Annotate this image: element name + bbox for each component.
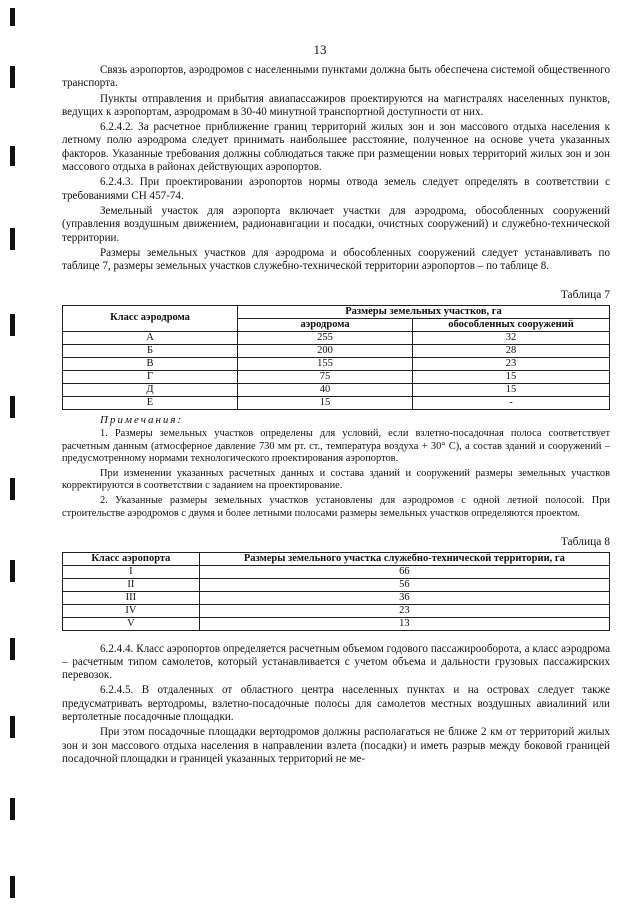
- table-row: [63, 331, 610, 344]
- table8-cell-size: 23: [199, 604, 609, 617]
- page-number: 13: [313, 42, 327, 57]
- table7-header-aerodrome: аэродрома: [238, 318, 413, 331]
- binder-mark: [10, 396, 15, 418]
- table8-cell-size: 66: [199, 565, 609, 578]
- binder-mark: [10, 66, 15, 88]
- table7-cell-class: Д: [63, 383, 238, 396]
- table8-cell-class: II: [63, 578, 200, 591]
- paragraph: Связь аэропортов, аэродромов с населенными пунктами должна быть обеспечена системой общественного транспорта.: [62, 64, 610, 90]
- table7-cell-aerodrome: 40: [238, 383, 413, 396]
- table-row: [63, 591, 610, 604]
- table7-cell-separate: -: [413, 396, 610, 409]
- table8-cell-class: III: [63, 591, 200, 604]
- table-row: [63, 617, 610, 630]
- binder-mark: [10, 146, 15, 166]
- paragraph: 6.2.4.2. За расчетное приближение границ территорий жилых зон и зон массового отдыха населения к летному полю аэродрома следует принимать наибольшее расстояние, полученное на основе учета указанных факторов. Указанные требования должны соблюдаться также при размещении новых территорий жилых зон и зон массового отдыха в районах действующих аэропортов.: [62, 121, 610, 174]
- table7-header-group: Размеры земельных участков, га: [238, 305, 610, 318]
- paragraph: Пункты отправления и прибытия авиапассажиров проектируются на магистралях населенных пунктов, ведущих к аэропортам, аэродромам в 30-40 минутной транспортной доступности от них.: [62, 92, 610, 118]
- table7-cell-class: В: [63, 357, 238, 370]
- table7-cell-aerodrome: 155: [238, 357, 413, 370]
- table7-cell-class: Е: [63, 396, 238, 409]
- table-row: [63, 383, 610, 396]
- paragraph: Размеры земельных участков для аэродрома и обособленных сооружений следует устанавливать по таблице 7, размеры земельных участков служебно-технической территории аэропортов – по таблице 8.: [62, 246, 610, 273]
- table-row: [63, 565, 610, 578]
- table7-notes: [62, 414, 610, 520]
- table7-cell-class: А: [63, 331, 238, 344]
- notes-heading: Примечания:: [100, 413, 184, 426]
- binder-mark: [10, 876, 15, 898]
- table7-cell-separate: 28: [413, 344, 610, 357]
- binder-mark: [10, 478, 15, 500]
- binder-mark: [10, 716, 15, 738]
- table-row: [63, 357, 610, 370]
- table8-cell-class: V: [63, 617, 200, 630]
- table7: [62, 305, 610, 410]
- table7-cell-separate: 32: [413, 331, 610, 344]
- table8-cell-class: IV: [63, 604, 200, 617]
- table7-cell-class: Г: [63, 370, 238, 383]
- table7-header-separate: обособленных сооружений: [413, 318, 610, 331]
- table8-cell-size: 36: [199, 591, 609, 604]
- document-body: [62, 64, 610, 766]
- table8-cell-size: 13: [199, 617, 609, 630]
- table8-caption: Таблица 8: [560, 536, 610, 549]
- note-item: 2. Указанные размеры земельных участков установлены для аэродромов с одной летной полосой. При строительстве аэродромов с двумя и более летными полосами размеры земельных участков определяются проектом.: [62, 495, 610, 519]
- table7-cell-aerodrome: 200: [238, 344, 413, 357]
- paragraph: 6.2.4.3. При проектировании аэропортов нормы отвода земель следует определять в соответствии с требованиями СН 457-74.: [62, 176, 610, 202]
- table7-cell-separate: 23: [413, 357, 610, 370]
- binder-mark: [10, 638, 15, 660]
- table-row: [63, 344, 610, 357]
- binder-mark: [10, 314, 15, 336]
- table-row: [63, 578, 610, 591]
- table8-header-size: Размеры земельного участка служебно-технической территории, га: [199, 552, 609, 565]
- binder-mark: [10, 228, 15, 250]
- table7-cell-aerodrome: 15: [238, 396, 413, 409]
- binder-mark: [10, 8, 15, 26]
- binder-mark: [10, 560, 15, 582]
- table8-cell-size: 56: [199, 578, 609, 591]
- note-item: 1. Размеры земельных участков определены для условий, если взлетно-посадочная полоса соответствует расчетным данным (атмосферное давление 730 мм рт. ст., температура воздуха + 30° С), а состав зданий и сооружений – предусмотренному нормами технологического проектирования аэропортов.: [62, 428, 610, 465]
- table-row: [63, 370, 610, 383]
- table7-header-class: Класс аэродрома: [63, 305, 238, 331]
- table7-cell-separate: 15: [413, 370, 610, 383]
- table7-cell-class: Б: [63, 344, 238, 357]
- paragraph: 6.2.4.4. Класс аэропортов определяется расчетным объемом годового пассажирооборота, а класс аэродрома – расчетным типом самолетов, который устанавливается с учетом объема и дальности грузовых пассажирских перевозок.: [62, 642, 610, 682]
- paragraph: 6.2.4.5. В отдаленных от областного центра населенных пунктах и на островах следует также предусматривать вертодромы, взлетно-посадочные полосы для самолетов местных воздушных авиалиний или вертолетные посадочные площадки.: [62, 684, 610, 723]
- table7-cell-aerodrome: 75: [238, 370, 413, 383]
- table8-header-class: Класс аэропорта: [63, 552, 200, 565]
- paragraph: Земельный участок для аэропорта включает участки для аэродрома, обособленных сооружений (управления воздушным движением, радионавигации и посадки, очистных сооружений) и служебно-технической территории.: [62, 204, 610, 244]
- binder-mark: [10, 798, 15, 820]
- table-row: [63, 396, 610, 409]
- table7-caption: Таблица 7: [560, 289, 610, 302]
- table-row: [63, 604, 610, 617]
- table8: [62, 552, 610, 631]
- table7-cell-separate: 15: [413, 383, 610, 396]
- table8-cell-class: I: [63, 565, 200, 578]
- note-item: При изменении указанных расчетных данных и состава зданий и сооружений размеры земельных участков корректируются в соответствии с заданием на проектирование.: [62, 467, 610, 492]
- table7-cell-aerodrome: 255: [238, 331, 413, 344]
- paragraph: При этом посадочные площадки вертодромов должны располагаться не ближе 2 км от территорий жилых зон и зон массового отдыха населения в направлении взлета (посадки) и иметь разрыв между боковой границей посадочной площадки и границей указанных территорий не ме-: [62, 726, 610, 765]
